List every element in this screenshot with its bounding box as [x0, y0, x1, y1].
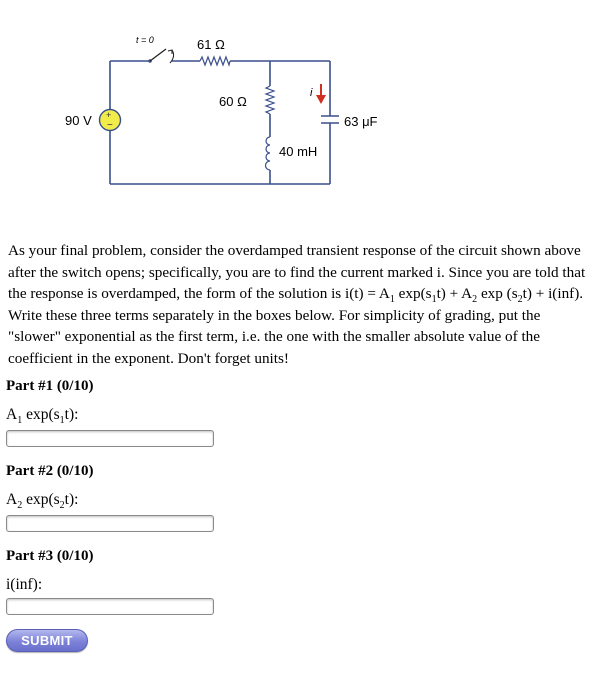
capacitor-symbol — [321, 116, 339, 123]
submit-button[interactable]: SUBMIT — [6, 629, 88, 652]
part2-answer-input[interactable] — [6, 515, 214, 532]
current-arrow-icon — [316, 84, 326, 104]
switch-symbol — [148, 49, 173, 63]
inductor-symbol — [266, 137, 271, 170]
part1-answer-input[interactable] — [6, 430, 214, 447]
part3-label: i(inf): — [6, 576, 43, 593]
resistor-r2-symbol — [266, 86, 274, 114]
part2-label: $A_2$ $\exp(s_2t)$: — [6, 491, 79, 512]
switch-label: t = 0 — [136, 35, 154, 45]
resistor-r2-label: 60 Ω — [219, 94, 247, 109]
inductor-label: 40 mH — [279, 144, 318, 159]
svg-text:−: − — [107, 120, 113, 131]
voltage-source-symbol — [100, 110, 121, 132]
svg-text:+: + — [106, 110, 112, 120]
problem-text: As your final problem, consider the overdamped transient response of the circuit shown above after the switch opens; specifically, you are to find the current marked i. Since you are told that the response is overdamped, the form of the solution is $i(t) = A_1$ $\exp(s_1t) + A_2$ $\exp (s_2t) + i(inf)$. Write these three terms separately in the boxes below. For simplicity of grading, put the "slower" exponential as the first term, i.e. the one with the smaller absolute value of the coefficient in the exponent. Don't forget units! — [8, 242, 586, 367]
resistor-r1-label: 61 Ω — [197, 37, 225, 52]
part3-title: Part #3 (0/10) — [6, 548, 94, 564]
voltage-source-label: 90 V — [65, 113, 92, 128]
circuit-diagram — [0, 0, 605, 230]
part2-title: Part #2 (0/10) — [6, 463, 94, 479]
capacitor-label: 63 μF — [344, 114, 378, 129]
part3-answer-input[interactable] — [6, 598, 214, 615]
resistor-r1-symbol — [200, 57, 230, 65]
part1-label: $A_1$ $\exp(s_1t)$: — [6, 406, 79, 427]
part1-title: Part #1 (0/10) — [6, 378, 94, 394]
current-label: i — [310, 87, 313, 99]
circuit-wires — [110, 61, 330, 184]
